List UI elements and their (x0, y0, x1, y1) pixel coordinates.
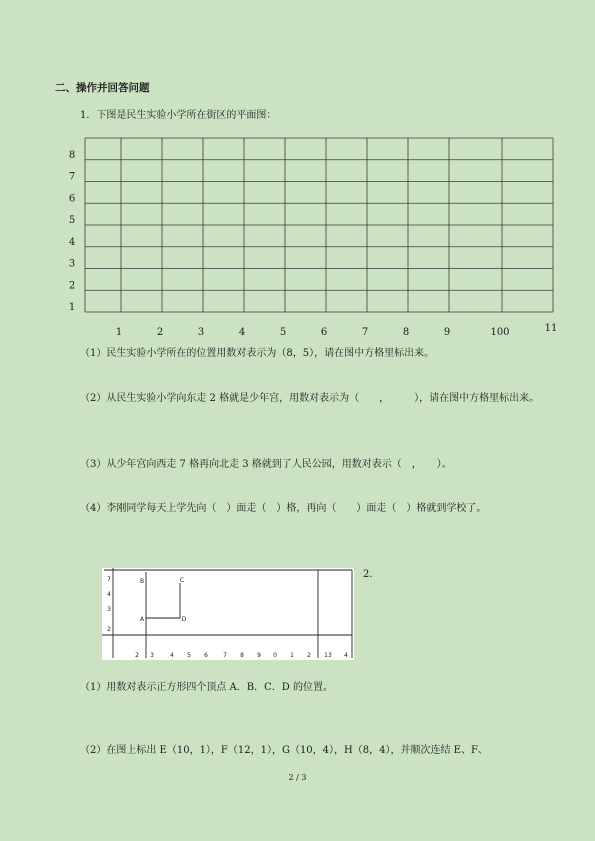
grid-x-label: 2 (156, 327, 164, 338)
figure-x-label: 5 (187, 652, 191, 659)
grid-x-label: 100 (490, 327, 510, 338)
figure-x-label: 3 (150, 652, 154, 659)
figure-point-label: C (179, 577, 185, 584)
grid-x-label: 7 (361, 327, 369, 338)
figure-x-label: 2 (307, 652, 311, 659)
question-2-number: 2. (363, 569, 373, 580)
grid-y-label: 2 (68, 280, 76, 292)
figure-x-label: 4 (170, 652, 174, 659)
grid-y-label: 1 (68, 302, 76, 313)
grid-y-label: 6 (68, 193, 76, 205)
figure-point-label: B (139, 578, 145, 585)
grid-x-label: 3 (197, 327, 205, 338)
grid-y-label: 3 (68, 258, 76, 270)
figure-x-label: 9 (257, 652, 261, 659)
section-title: 二、操作并回答问题 (55, 82, 150, 94)
grid-x-label: 9 (443, 327, 451, 338)
grid-x-label: 8 (402, 327, 410, 338)
figure-y-label: 4 (107, 591, 111, 598)
question-1-part-1: （1）民生实验小学所在的位置用数对表示为（8，5），请在图中方格里标出来。 (80, 348, 435, 359)
grid-y-label: 7 (68, 171, 76, 183)
figure-x-label: 13 (324, 652, 332, 659)
figure-x-label: 8 (240, 652, 244, 659)
square-figure (102, 568, 354, 660)
grid-y-label: 5 (68, 215, 76, 226)
question-1-part-2: （2）从民生实验小学向东走 2 格就是少年宫，用数对表示为（ ， ），请在图中方格里标出来。 (80, 393, 540, 404)
grid-lines (85, 138, 553, 312)
grid-y-labels (69, 150, 75, 313)
figure-x-label: 0 (273, 652, 277, 659)
figure-y-label: 2 (107, 626, 111, 633)
grid-y-label: 4 (68, 236, 76, 248)
question-2-part-2: （2）在图上标出 E（10，1），F（12，1），G（10，4），H（8，4），并顺次连结 E、F、 (80, 745, 488, 756)
figure-x-label: 7 (223, 652, 227, 659)
grid-x-label: 6 (320, 327, 328, 338)
grid-x-label: 5 (279, 327, 287, 338)
figure-y-label: 7 (107, 576, 111, 583)
question-1-part-4: （4）李刚同学每天上学先向（ ）面走（ ）格，再向（ ）面走（ ）格就到学校了。 (80, 503, 487, 514)
grid-x-labels (116, 323, 558, 338)
grid-y-label: 8 (68, 149, 76, 161)
figure-y-label: 3 (107, 606, 111, 613)
figure-x-label: 4 (344, 652, 348, 659)
question-2-part-1: （1）用数对表示正方形四个顶点 A．B．C．D 的位置。 (80, 682, 333, 693)
coordinate-grid (55, 135, 565, 343)
figure-x-label: 1 (290, 652, 294, 659)
question-1-intro: 1．下图是民生实验小学所在街区的平面图： (80, 110, 277, 121)
figure-x-label: 6 (204, 652, 208, 659)
grid-x-label: 11 (544, 323, 558, 334)
question-1-part-3: （3）从少年宫向西走 7 格再向北走 3 格就到了人民公园，用数对表示（ ， ）。 (80, 459, 452, 470)
figure-x-label: 2 (135, 652, 139, 659)
grid-x-label: 4 (238, 327, 246, 338)
grid-x-label: 1 (115, 327, 123, 338)
figure-point-label: D (181, 616, 187, 623)
page-number: 2 / 3 (288, 773, 307, 782)
figure-point-label: A (139, 616, 145, 623)
